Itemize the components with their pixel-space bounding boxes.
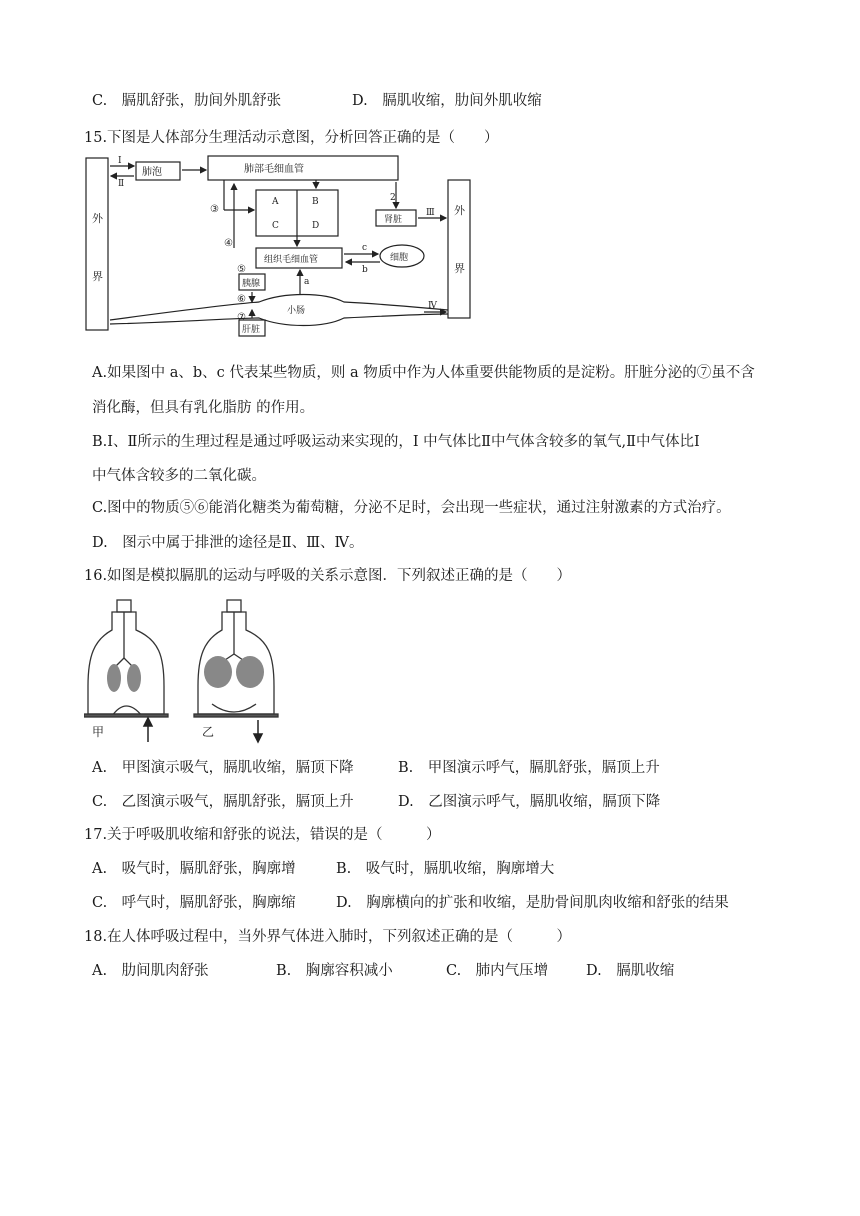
diagram-roman-4: Ⅳ: [428, 301, 437, 311]
diagram-tissue-capillary: 组织毛细血管: [264, 255, 319, 265]
diagram-alveoli: 肺泡: [142, 167, 162, 178]
q15-option-b-line1: B.Ⅰ、Ⅱ所示的生理过程是通过呼吸运动来实现的，Ⅰ 中气体比Ⅱ中气体含较多的氧气,Ⅱ中气体比Ⅰ: [92, 434, 700, 450]
q16-option-b: B. 甲图演示呼气，膈肌舒张，膈顶上升: [398, 760, 660, 776]
diagram-pancreas: 胰腺: [242, 279, 261, 289]
q17-option-a: A. 吸气时，膈肌舒张，胸廓增: [92, 861, 296, 877]
q14-option-c: C. 膈肌舒张，肋间外肌舒张: [92, 93, 282, 109]
diagram-label-a: a: [304, 277, 310, 287]
q15-option-b-line2: 中气体含较多的二氧化碳。: [92, 468, 266, 484]
diagram-small-intestine: 小肠: [287, 306, 306, 316]
q16-label-jia: 甲: [92, 725, 105, 739]
diagram-heart-a: A: [272, 197, 279, 207]
diagram-roman-1: Ⅰ: [118, 156, 122, 166]
q15-option-a-line1: A.如果图中 a、b、c 代表某些物质，则 a 物质中作为人体重要供能物质的是淀粉。肝脏分泌的⑦虽不含: [92, 365, 755, 381]
q15-option-d: D. 图示中属于排泄的途径是Ⅱ、Ⅲ、Ⅳ。: [92, 535, 364, 551]
q18-option-a: A. 肋间肌肉舒张: [92, 963, 209, 979]
q16-diaphragm-model-figure: [84, 596, 284, 744]
q18-option-c: C. 肺内气压增: [446, 963, 549, 979]
diagram-outside-right-2: 界: [454, 262, 465, 275]
diagram-n5: ⑤: [237, 264, 246, 275]
outside-left-box: [86, 158, 108, 330]
q16-label-yi: 乙: [202, 725, 215, 739]
diagram-liver: 肝脏: [242, 325, 261, 335]
q17-option-b: B. 吸气时，膈肌收缩，胸廓增大: [336, 861, 555, 877]
diagram-heart-b: B: [312, 197, 319, 207]
diagram-outside-right-1: 外: [454, 204, 465, 217]
diagram-label-c: c: [362, 243, 368, 253]
diagram-lung-capillary: 肺部毛细血管: [244, 164, 304, 175]
diagram-n2: 2: [390, 193, 396, 203]
q18-option-d: D. 膈肌收缩: [586, 963, 675, 979]
q15-stem: 15.下图是人体部分生理活动示意图，分析回答正确的是（ ）: [84, 130, 499, 146]
diagram-cell: 细胞: [390, 253, 409, 263]
q16-stem: 16.如图是模拟膈肌的运动与呼吸的关系示意图．下列叙述正确的是（ ）: [84, 568, 572, 584]
q15-option-a-line2: 消化酶，但具有乳化脂肪 的作用。: [92, 400, 315, 416]
q18-option-b: B. 胸廓容积减小: [276, 963, 393, 979]
diagram-roman-3: Ⅲ: [426, 208, 435, 218]
q15-option-c: C.图中的物质⑤⑥能消化糖类为葡萄糖，分泌不足时，会出现一些症状，通过注射激素的方式治疗。: [92, 500, 731, 516]
diagram-n7: ⑦: [237, 312, 246, 323]
diagram-outside-left-2: 界: [92, 270, 103, 283]
diagram-n4: ④: [224, 238, 233, 249]
q17-stem: 17.关于呼吸肌收缩和舒张的说法，错误的是（ ）: [84, 827, 441, 843]
diagram-heart-d: D: [312, 221, 320, 231]
diagram-outside-left-1: 外: [92, 212, 103, 225]
q16-option-a: A. 甲图演示吸气，膈肌收缩，膈顶下降: [92, 760, 354, 776]
diagram-roman-2: Ⅱ: [118, 179, 125, 189]
diagram-n3: ③: [210, 204, 219, 215]
diagram-heart-c: C: [272, 221, 279, 231]
diagram-kidney: 肾脏: [384, 215, 403, 225]
q15-physiology-diagram: [84, 152, 484, 344]
diagram-label-b: b: [362, 265, 368, 275]
q16-option-d: D. 乙图演示呼气，膈肌收缩，膈顶下降: [398, 794, 661, 810]
diagram-n6: ⑥: [237, 294, 246, 305]
q17-option-d: D. 胸廓横向的扩张和收缩，是肋骨间肌肉收缩和舒张的结果: [336, 895, 729, 911]
q14-option-d: D. 膈肌收缩，肋间外肌收缩: [352, 93, 542, 109]
outside-right-box: [448, 180, 470, 318]
q18-stem: 18.在人体呼吸过程中，当外界气体进入肺时，下列叙述正确的是（ ）: [84, 929, 572, 945]
q16-option-c: C. 乙图演示吸气，膈肌舒张，膈顶上升: [92, 794, 354, 810]
q17-option-c: C. 呼气时，膈肌舒张，胸廓缩: [92, 895, 296, 911]
